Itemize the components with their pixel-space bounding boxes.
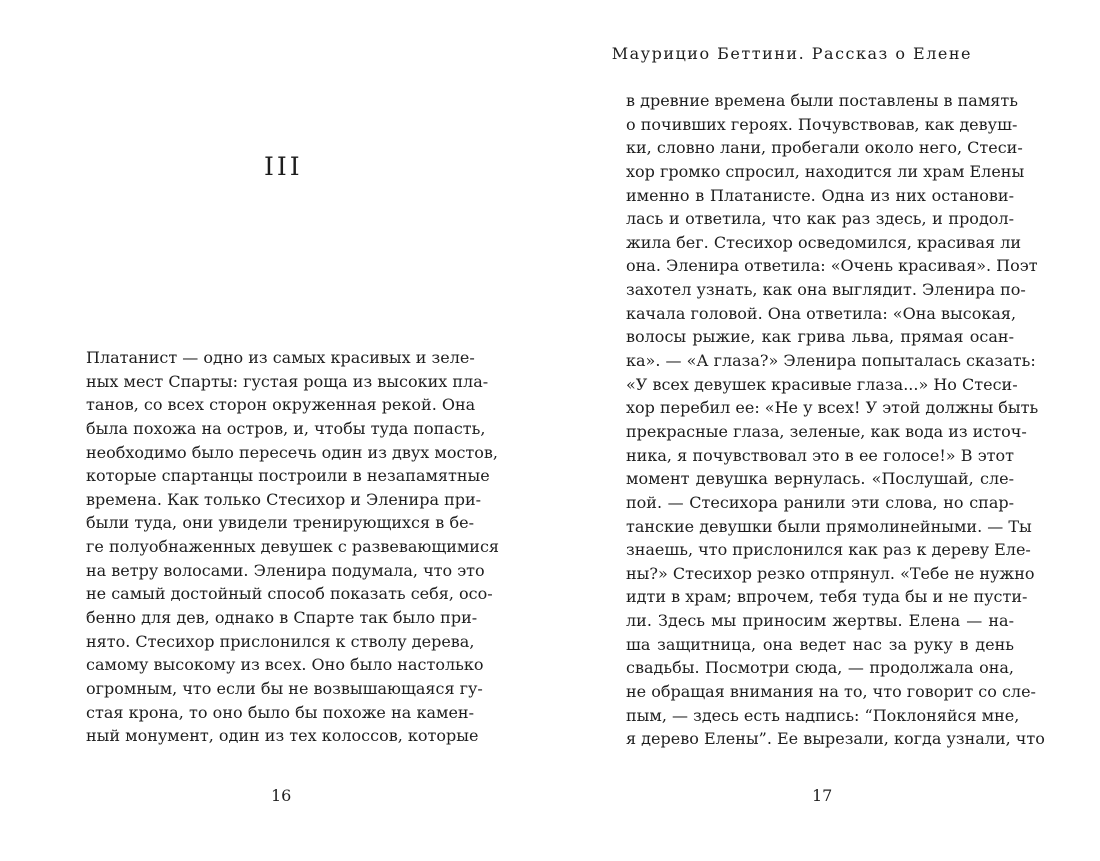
text-line: Платанист — одно из самых красивых и зеле- [86,348,475,367]
text-line: были туда, они увидели тренирующихся в бе- [86,513,474,533]
text-line: я дерево Елены”. Ее вырезали, когда узнали, что [626,729,1045,749]
text-line: в древние времена были поставлены в память [626,91,1018,110]
text-line: ника, я почувствовал это в ее голосе!» В этот [626,445,1014,465]
text-line: огромным, что если бы не возвышающаяся гу- [86,678,483,698]
text-line: ша защитница, она ведет нас за руку в день [626,634,1014,654]
text-line: о почивших героях. Почувствовав, как девуш- [626,114,1018,134]
text-line: была похожа на остров, и, чтобы туда попасть, [86,418,486,438]
text-line: волосы рыжие, как грива льва, прямая осан- [626,327,1014,347]
text-line: самому высокому из всех. Оно было настолько [86,655,484,675]
text-line: стая крона, то оно было бы похоже на камен- [86,702,474,722]
chapter-heading: III [264,152,303,181]
text-line: ки, словно лани, пробегали около него, Стеси- [626,138,1023,158]
text-line: не самый достойный способ показать себя, осо- [86,584,493,604]
text-line: на ветру волосами. Эленира подумала, что это [86,560,485,580]
text-line: пым, — здесь есть надпись: “Поклоняйся мне, [626,705,1020,725]
page-number: 17 [812,786,833,805]
text-line: знаешь, что прислонился как раз к дереву Еле- [626,540,1031,560]
text-line: свадьбы. Посмотри сюда, — продолжала она, [626,658,1014,678]
text-line: лась и ответила, что как раз здесь, и продол- [626,209,1014,229]
text-line: времена. Как только Стесихор и Эленира при- [86,489,482,509]
text-line: бенно для дев, однако в Спарте так было при- [86,608,478,628]
running-head: Маурицио Беттини. Рассказ о Елене [611,44,972,63]
text-line: именно в Платанисте. Одна из них останови- [626,185,1014,205]
text-line: ны?» Стесихор резко отпрянул. «Тебе не нужно [626,563,1035,583]
text-line: момент девушка вернулась. «Послушай, сле- [626,469,1014,489]
text-line: она. Эленира ответила: «Очень красивая». Поэт [626,256,1038,276]
text-line: «У всех девушек красивые глаза...» Но Стеси- [626,374,1018,394]
text-line: ка». — «А глаза?» Эленира попыталась сказать: [626,351,1036,371]
text-line: пой. — Стесихора ранили эти слова, но спар- [626,492,1014,512]
text-line: ли. Здесь мы приносим жертвы. Елена — на- [626,611,1014,631]
text-line: идти в храм; впрочем, тебя туда бы и не пусти- [626,587,1028,607]
text-line: которые спартанцы построили в незапамятные [86,466,490,486]
text-line: прекрасные глаза, зеленые, как вода из источ- [626,421,1027,441]
text-line: танские девушки были прямолинейными. — Ты [626,516,1032,536]
text-line: ный монумент, один из тех колоссов, которые [86,726,479,746]
text-line: ных мест Спарты: густая роща из высоких пла- [86,371,489,391]
text-line: необходимо было пересечь один из двух мостов, [86,442,499,462]
text-line: хор перебил ее: «Не у всех! У этой должны быть [626,398,1039,418]
text-line: нято. Стесихор прислонился к стволу дерева, [86,631,475,651]
page-number: 16 [271,786,292,805]
text-line: не обращая внимания на то, что говорит со сле- [626,682,1036,702]
text-line: хор громко спросил, находится ли храм Елены [626,161,1025,181]
text-line: жила бег. Стесихор осведомился, красивая ли [626,232,1022,252]
text-line: танов, со всех сторон окруженная рекой. Она [86,395,476,415]
text-line: захотел узнать, как она выглядит. Эленира по- [626,280,1026,300]
text-line: качала головой. Она ответила: «Она высокая, [626,303,1017,323]
body-text [86,346,500,748]
text-line: ге полуобнаженных девушек с развевающимися [86,537,500,557]
right-page [550,0,1100,861]
body-text [626,89,1045,751]
